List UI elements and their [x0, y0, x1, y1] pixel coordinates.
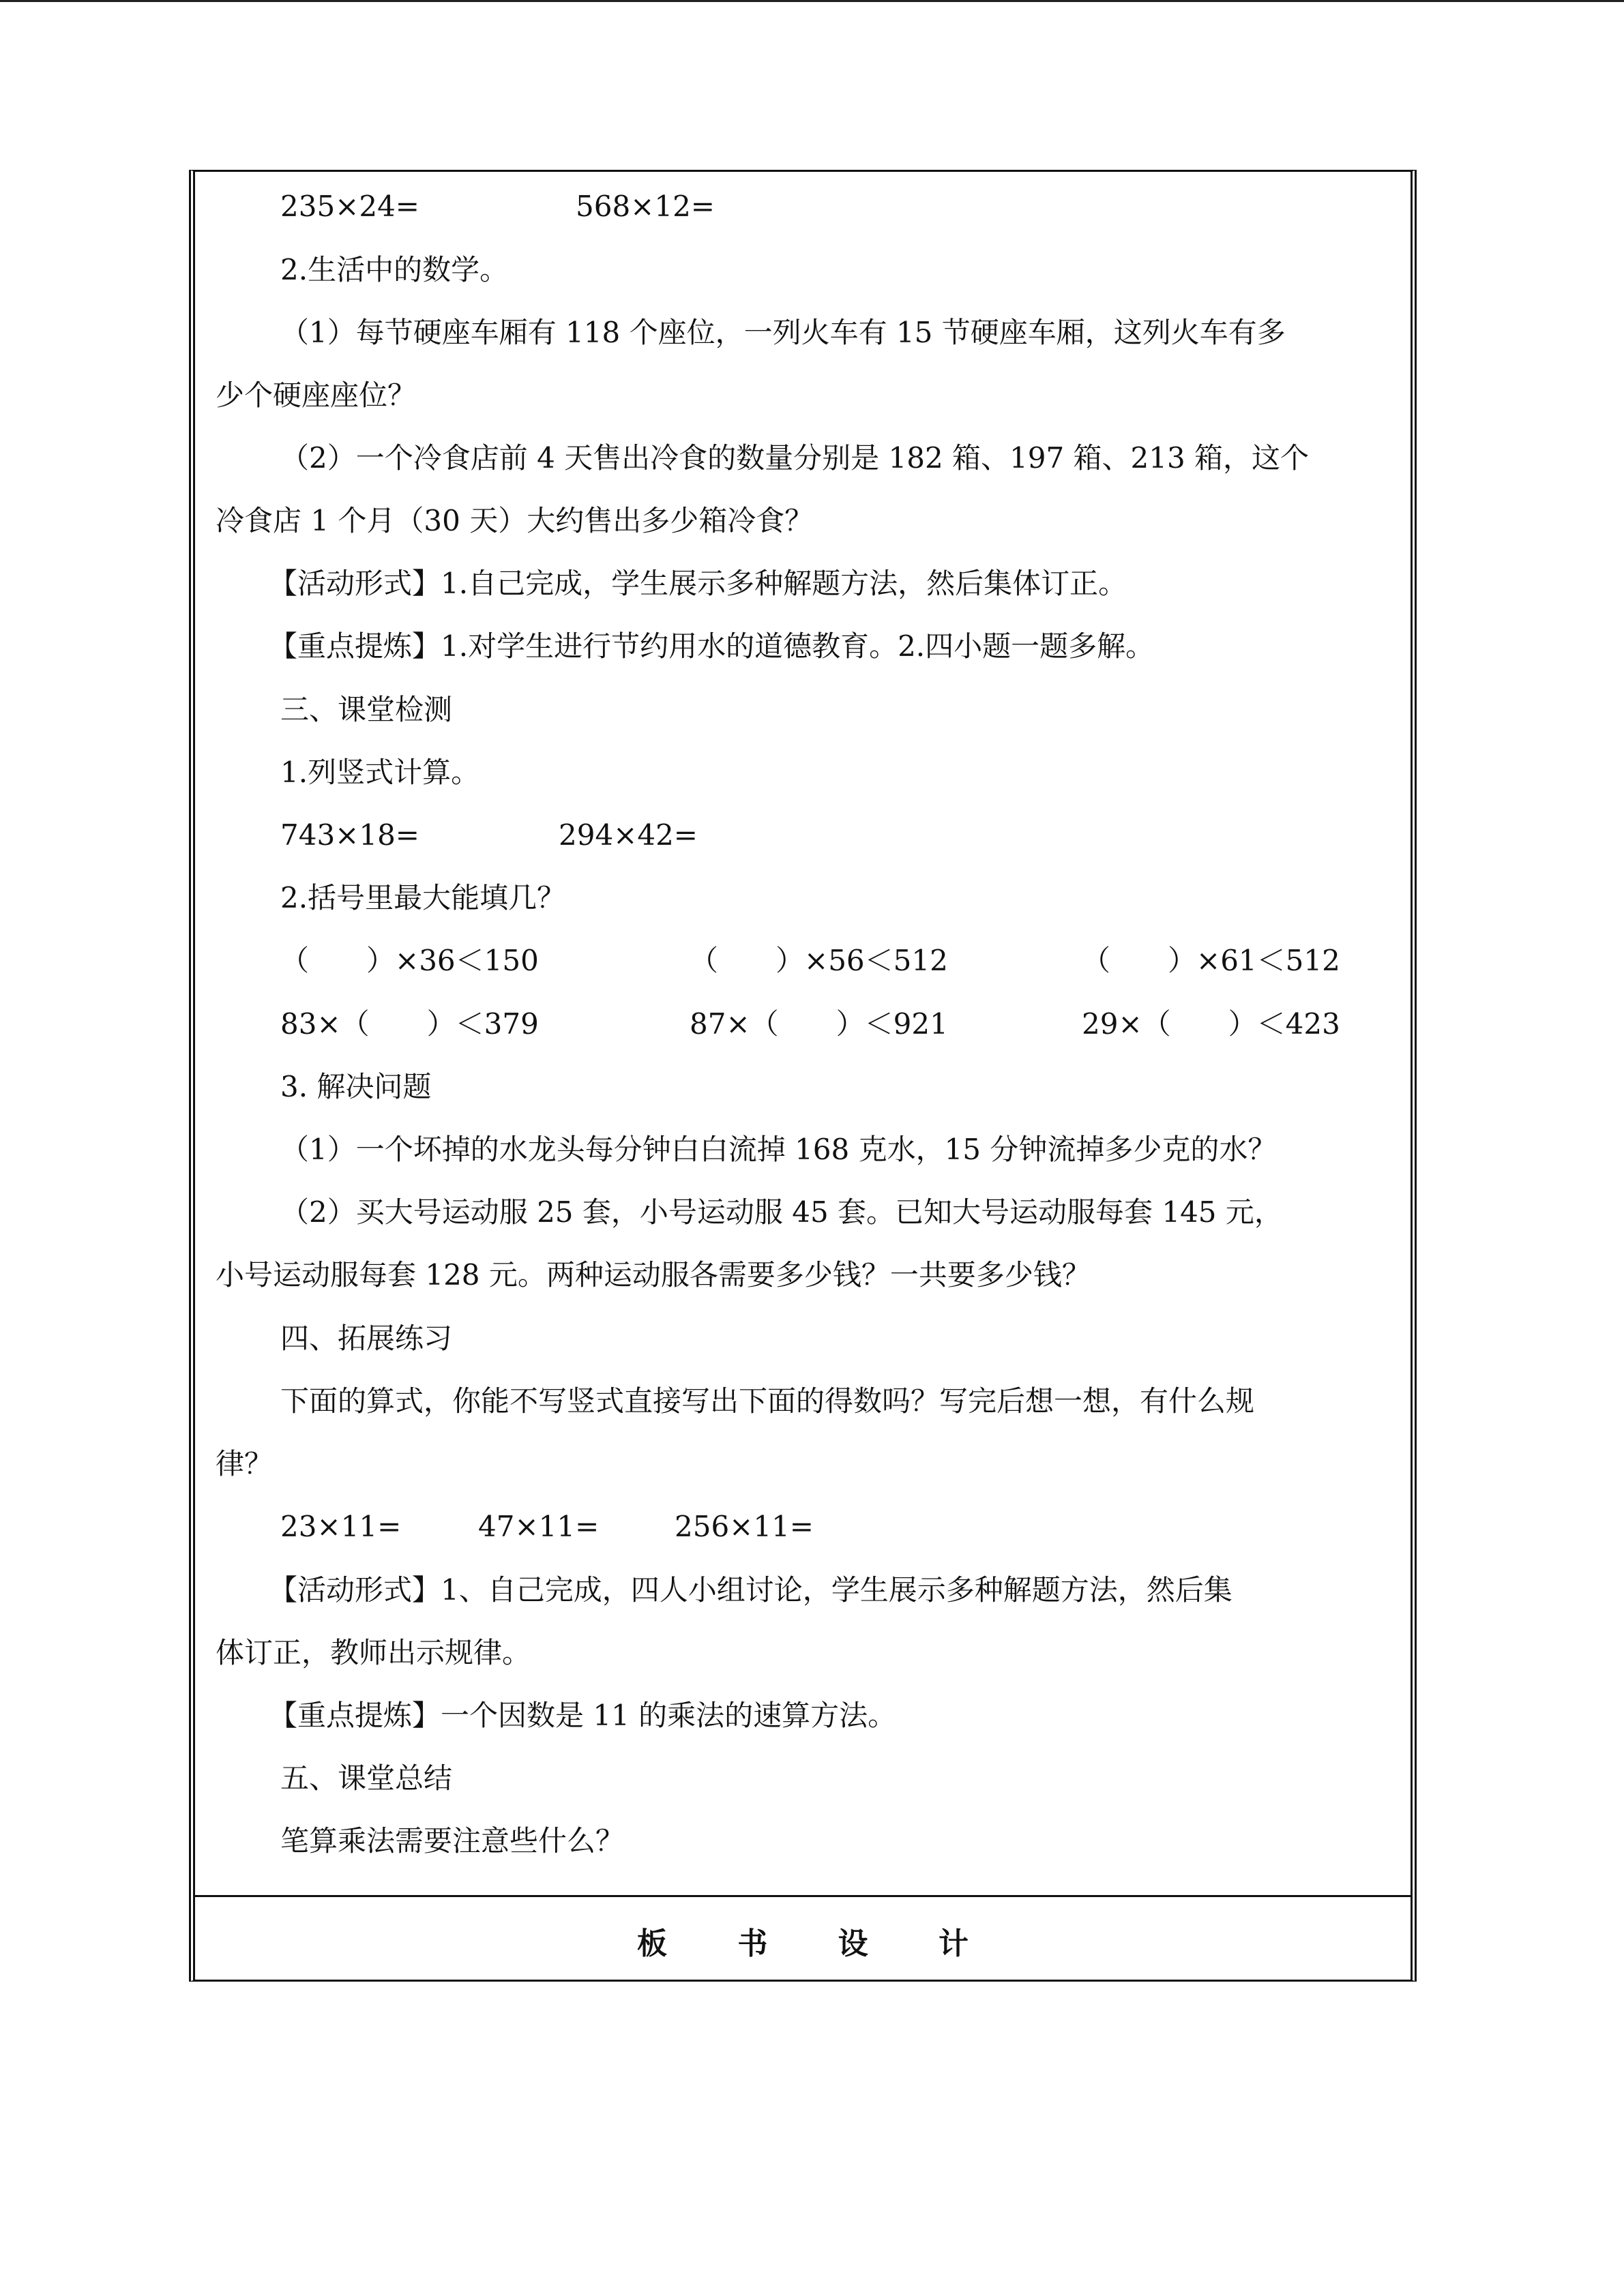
section-heading: 2.生活中的数学。	[280, 253, 509, 286]
paragraph-line: （1）一个坏掉的水龙头每分钟白白流掉 168 克水，15 分钟流掉多少克的水？	[280, 1133, 1277, 1166]
inequality-item: （ ）×61＜512	[1082, 944, 1340, 977]
lesson-table	[189, 170, 1417, 1982]
section-heading: 3. 解决问题	[280, 1070, 432, 1103]
activity-form: 【活动形式】1.自己完成，学生展示多种解题方法，然后集体订正。	[269, 567, 1127, 600]
inequality-item: （ ）×56＜512	[690, 944, 948, 977]
inequality-item: 29×（ ）＜423	[1082, 1007, 1340, 1041]
inequality-item: （ ）×36＜150	[280, 944, 539, 977]
table-row-divider	[195, 1895, 1411, 1897]
board-design-title: 板 书 设 计	[637, 1926, 999, 1961]
section-heading: 1.列竖式计算。	[280, 756, 480, 789]
calc-item: 23×11=	[280, 1510, 402, 1543]
paragraph-line: 体订正，教师出示规律。	[216, 1636, 531, 1669]
calc-item: 743×18=	[280, 818, 419, 852]
page-top-rule	[0, 0, 1624, 2]
section-heading: 三、课堂检测	[280, 693, 453, 726]
section-heading: 2.括号里最大能填几？	[280, 881, 566, 914]
paragraph-line: （2）买大号运动服 25 套，小号运动服 45 套。已知大号运动服每套 145 元，	[280, 1195, 1283, 1229]
section-heading: 四、拓展练习	[280, 1322, 453, 1355]
inequality-item: 83×（ ）＜379	[280, 1007, 539, 1041]
paragraph-line: （2）一个冷食店前 4 天售出冷食的数量分别是 182 箱、197 箱、213 箱，这个	[280, 441, 1310, 475]
paragraph-line: 少个硬座座位？	[216, 378, 417, 412]
activity-form: 【活动形式】1、自己完成，四人小组讨论，学生展示多种解题方法，然后集	[269, 1573, 1232, 1607]
calc-item: 568×12=	[576, 190, 715, 223]
section-heading: 五、课堂总结	[280, 1761, 453, 1795]
key-points: 【重点提炼】一个因数是 11 的乘法的速算方法。	[269, 1699, 897, 1732]
paragraph-line: 冷食店 1 个月（30 天）大约售出多少箱冷食？	[216, 504, 814, 537]
calc-item: 294×42=	[559, 818, 698, 852]
key-points: 【重点提炼】1.对学生进行节约用水的道德教育。2.四小题一题多解。	[269, 629, 1155, 663]
inequality-item: 87×（ ）＜921	[690, 1007, 948, 1041]
paragraph-line: 笔算乘法需要注意些什么？	[280, 1824, 625, 1858]
paragraph-line: 小号运动服每套 128 元。两种运动服各需要多少钱？一共要多少钱？	[216, 1258, 1091, 1292]
paragraph-line: 律？	[216, 1447, 274, 1480]
calc-item: 256×11=	[675, 1510, 814, 1543]
calc-item: 235×24=	[280, 190, 419, 223]
calc-item: 47×11=	[478, 1510, 600, 1543]
paragraph-line: 下面的算式，你能不写竖式直接写出下面的得数吗？写完后想一想，有什么规	[280, 1384, 1255, 1418]
paragraph-line: （1）每节硬座车厢有 118 个座位，一列火车有 15 节硬座车厢，这列火车有多	[280, 316, 1286, 349]
